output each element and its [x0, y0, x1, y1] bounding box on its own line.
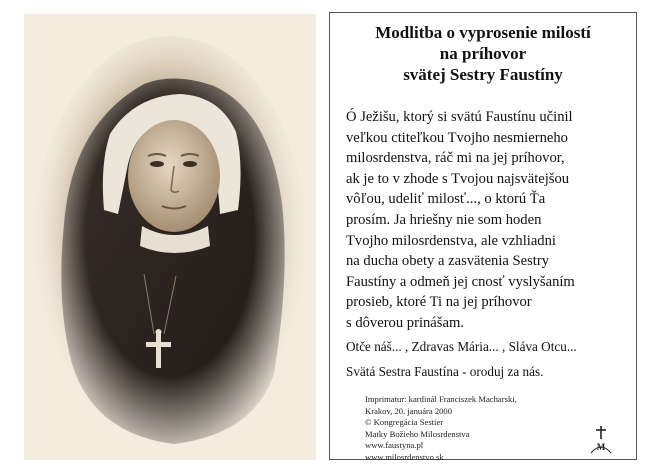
title-line-1: Modlitba o vyprosenie milostí: [375, 23, 591, 42]
prayer-line: vôľou, udeliť milosť..., o ktorú Ťa: [346, 191, 546, 208]
prayer-line: milosrdenstva, ráč mi na jej príhovor,: [346, 150, 565, 167]
prayer-line: Tvojho milosrdenstva, ale vzhliadni: [346, 232, 556, 249]
prayer-text: [346, 107, 623, 334]
website-link[interactable]: www.milosrdenstvo.sk: [365, 451, 444, 462]
prayer-line: veľkou ctiteľkou Tvojho nesmierneho: [346, 129, 568, 146]
imprimatur-block: [365, 394, 585, 464]
svg-text:M: M: [596, 442, 606, 452]
imprimatur-line: Krakov, 20. januára 2000: [365, 405, 453, 416]
prayer-line: Ó Ježišu, ktorý si svätú Faustínu učinil: [346, 109, 573, 125]
prayer-line: prosieb, ktoré Ti na jej príhovor: [346, 294, 532, 311]
saint-invocation: Svätá Sestra Faustína - oroduj za nás.: [346, 364, 544, 379]
prayer-line: na ducha obety a zasvätenia Sestry: [346, 253, 550, 270]
imprimatur-line: Imprimatur: kardinál Franciszek Macharski,: [365, 394, 517, 404]
face: [128, 120, 220, 232]
prayer-card: [329, 12, 637, 460]
invocation-text: Otče náš... , Zdravas Mária... , Sláva Otcu...: [346, 339, 577, 354]
prayer-line: prosím. Ja hriešny nie som hoden: [346, 211, 542, 228]
congregation-logo-icon: [588, 425, 614, 455]
prayer-title: [330, 22, 636, 85]
imprimatur-line: Matky Božieho Milosrdenstva: [365, 428, 470, 439]
title-line-2: na príhovor: [439, 44, 527, 63]
portrait-illustration: [24, 14, 316, 460]
prayer-line: s dôverou prinášam.: [346, 314, 464, 331]
prayer-line: Faustíny a odmeň jej cnosť vyslyšaním: [346, 273, 575, 290]
imprimatur-line: © Kongregácia Sestier: [365, 417, 444, 428]
prayer-line: ak je to v zhode s Tvojou najsvätejšou: [346, 170, 570, 187]
saint-portrait: [24, 14, 316, 460]
website-link[interactable]: www.faustyna.pl: [365, 440, 424, 451]
title-line-3: svätej Sestry Faustíny: [403, 65, 563, 84]
